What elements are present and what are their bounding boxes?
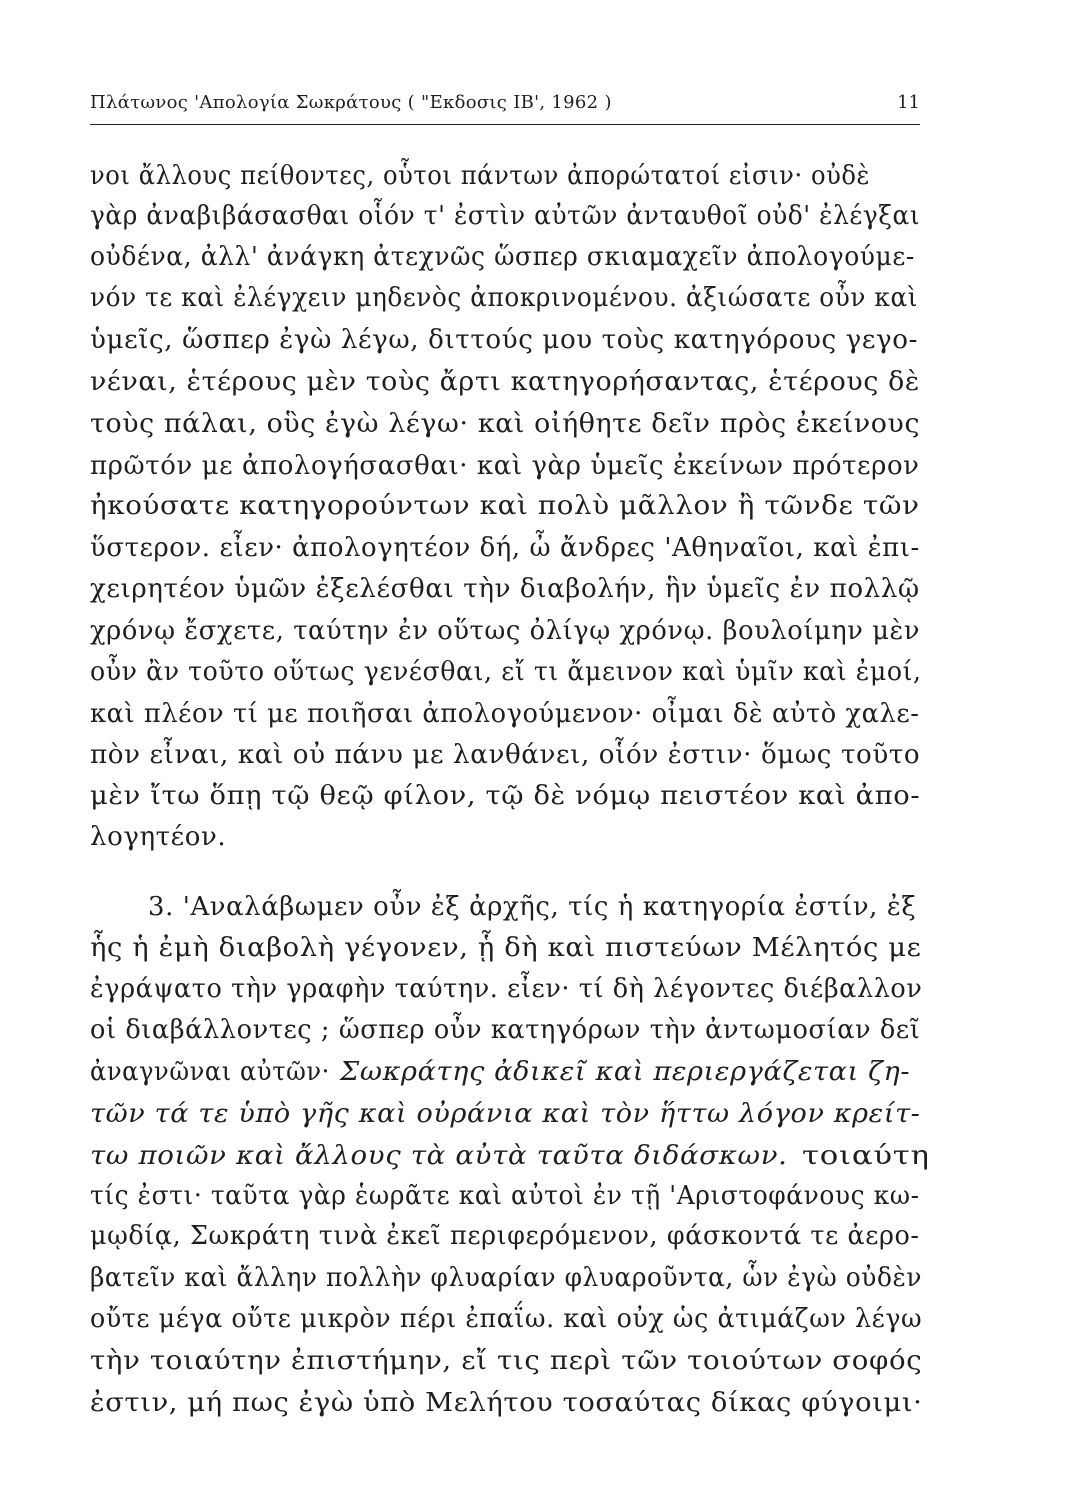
text-line: τοὺς πάλαι, οὓς ἐγὼ λέγω· καὶ οἰήθητε δεῖν πρὸς ἐκείνους	[90, 409, 921, 439]
text-line: ἠκούσατε κατηγορούντων καὶ πολὺ μᾶλλον ἢ τῶνδε τῶν	[90, 491, 920, 521]
text-line: βατεῖν καὶ ἄλλην πολλὴν φλυαρίαν φλυαροῦντα, ὧν ἐγὼ οὐδὲν	[90, 1263, 923, 1293]
text-line: τὴν τοιαύτην ἐπιστήμην, εἴ τις περὶ τῶν τοιούτων σοφός	[90, 1346, 923, 1376]
text-line: οἱ διαβάλλοντες ; ὥσπερ οὖν κατηγόρων τὴν ἀντωμοσίαν δεῖ	[90, 1015, 921, 1045]
text-line: οὖν ἂν τοῦτο οὕτως γενέσθαι, εἴ τι ἄμεινον καὶ ὑμῖν καὶ ἐμοί,	[90, 657, 922, 687]
text-line: χειρητέον ὑμῶν ἐξελέσθαι τὴν διαβολήν, ἣν ὑμεῖς ἐν πολλῷ	[90, 574, 920, 604]
text-line: οὐδένα, ἀλλ' ἀνάγκη ἀτεχνῶς ὥσπερ σκιαμαχεῖν ἀπολογούμε-	[90, 242, 915, 272]
text-line: γὰρ ἀναβιβάσασθαι οἷόν τ' ἐστὶν αὐτῶν ἀνταυθοῖ οὐδ' ἐλέγξαι	[90, 201, 921, 231]
running-title: Πλάτωνος 'Απολογία Σωκράτους ( "Εκδοσις ΙΒ', 1962 )	[90, 92, 612, 113]
text-line: καὶ πλέον τί με ποιῆσαι ἀπολογούμενον· οἶμαι δὲ αὐτὸ χαλε-	[90, 699, 920, 729]
text-line: πρῶτόν με ἀπολογήσασθαι· καὶ γὰρ ὑμεῖς ἐκείνων πρότερον	[90, 451, 920, 481]
text-line: τοιαύτη	[802, 1141, 930, 1171]
text-line: οὔτε μέγα οὔτε μικρὸν πέρι ἐπαΐω. καὶ οὐχ ὡς ἀτιμάζων λέγω	[90, 1304, 923, 1334]
indictment-quote: τῶν τά τε ὑπὸ γῆς καὶ οὐράνια καὶ τὸν ἥττω λόγον κρείτ-	[90, 1099, 921, 1129]
text-line: τίς ἐστι· ταῦτα γὰρ ἑωρᾶτε καὶ αὐτοὶ ἐν τῇ 'Αριστοφάνους κω-	[90, 1181, 920, 1211]
section-opening-line: 3. 'Αναλάβωμεν οὖν ἐξ ἀρχῆς, τίς ἡ κατηγορία ἐστίν, ἐξ	[148, 892, 917, 922]
text-line: ὑμεῖς, ὥσπερ ἐγὼ λέγω, διττούς μου τοὺς κατηγόρους γεγο-	[90, 325, 918, 355]
page-number: 11	[897, 92, 920, 113]
text-line: μῳδίᾳ, Σωκράτη τινὰ ἐκεῖ περιφερόμενον, φάσκοντά τε ἀερο-	[90, 1221, 920, 1251]
text-line: πὸν εἶναι, καὶ οὐ πάνυ με λανθάνει, οἷόν ἐστιν· ὅμως τοῦτο	[90, 740, 921, 770]
text-line: νοι ἄλλους πείθοντες, οὗτοι πάντων ἀπορώτατοί εἰσιν· οὐδὲ	[90, 161, 871, 191]
text-line: ἧς ἡ ἐμὴ διαβολὴ γέγονεν, ᾗ δὴ καὶ πιστεύων Μέλητός με	[90, 933, 922, 963]
text-line: ἐστιν, μή πως ἐγὼ ὑπὸ Μελήτου τοσαύτας δίκας φύγοιμι·	[90, 1388, 923, 1418]
text-line: ἀναγνῶναι αὐτῶν·	[90, 1057, 330, 1087]
indictment-quote: Σωκράτης ἀδικεῖ καὶ περιεργάζεται ζη-	[340, 1057, 911, 1087]
text-line: νόν τε καὶ ἐλέγχειν μηδενὸς ἀποκρινομένου. ἀξιώσατε οὖν καὶ	[90, 283, 919, 313]
text-line: λογητέον.	[90, 822, 227, 852]
text-line: νέναι, ἑτέρους μὲν τοὺς ἄρτι κατηγορήσαντας, ἑτέρους δὲ	[90, 367, 920, 397]
text-line: ὕστερον. εἶεν· ἀπολογητέον δή, ὦ ἄνδρες 'Αθηναῖοι, καὶ ἐπι-	[90, 533, 920, 563]
text-line: μὲν ἴτω ὅπῃ τῷ θεῷ φίλον, τῷ δὲ νόμῳ πειστέον καὶ ἀπο-	[90, 781, 921, 811]
text-line: ἐγράψατο τὴν γραφὴν ταύτην. εἶεν· τί δὴ λέγοντες διέβαλλον	[90, 974, 923, 1004]
indictment-quote: τω ποιῶν καὶ ἄλλους τὰ αὐτὰ ταῦτα διδάσκων.	[90, 1141, 788, 1171]
text-line: χρόνῳ ἔσχετε, ταύτην ἐν οὕτως ὀλίγῳ χρόνῳ. βουλοίμην μὲν	[90, 616, 921, 646]
